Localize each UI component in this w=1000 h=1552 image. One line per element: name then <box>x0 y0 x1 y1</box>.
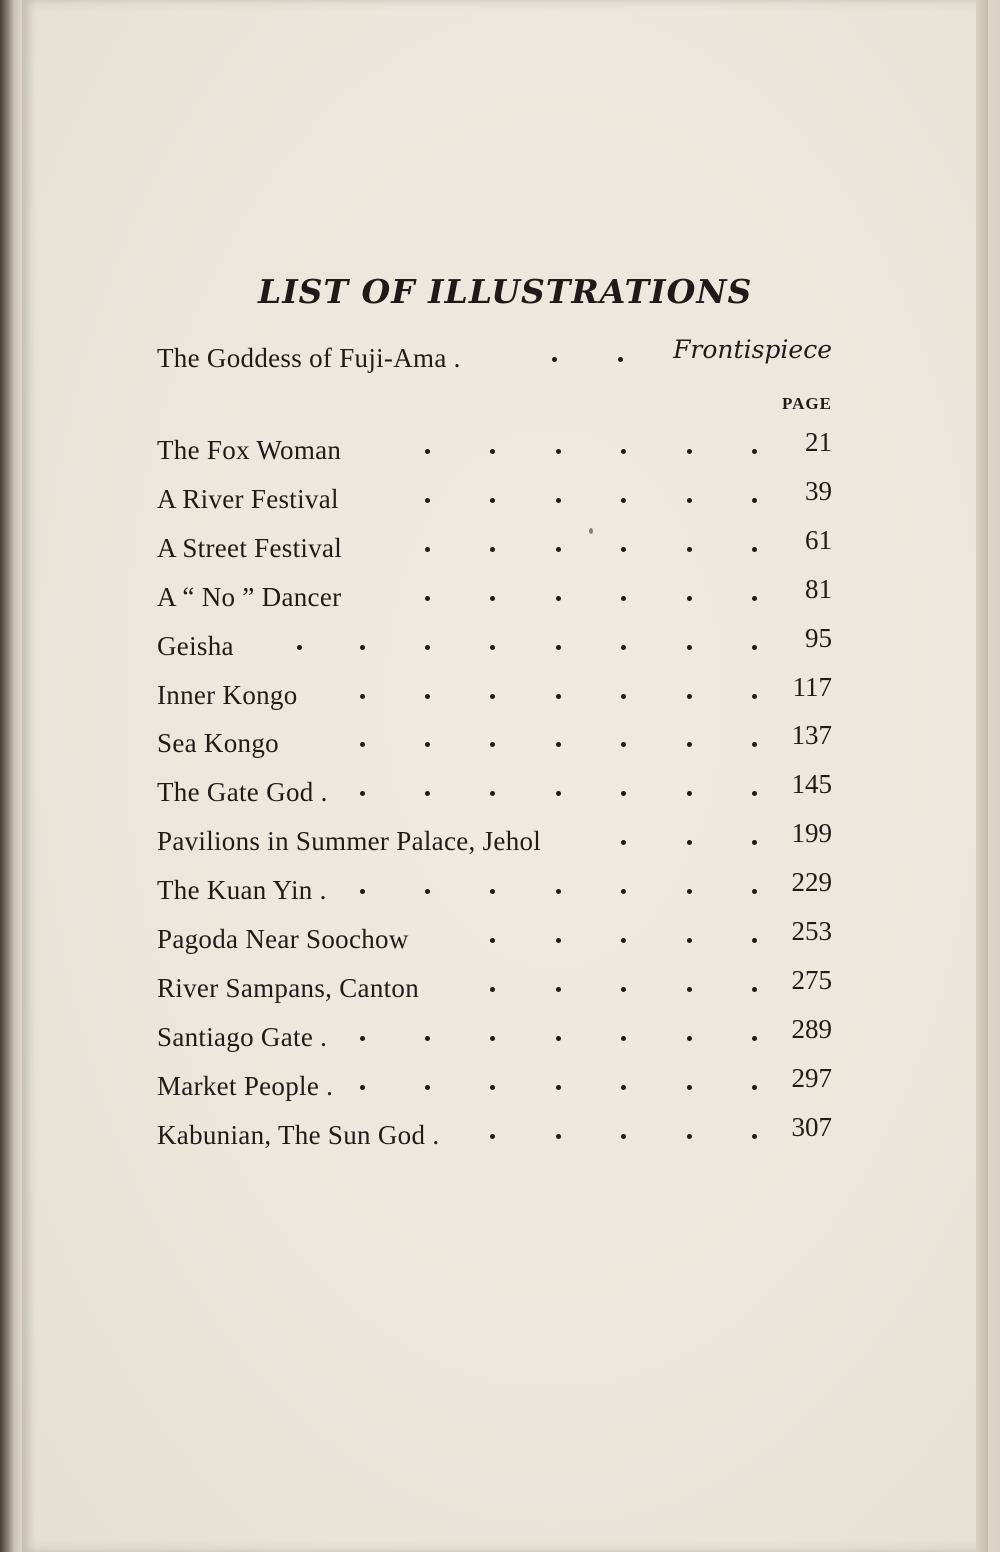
illustration-title: Inner Kongo <box>157 679 298 710</box>
leader-dot <box>752 449 757 454</box>
leader-dot <box>360 645 365 650</box>
page-edge <box>976 0 988 1552</box>
leader-dot <box>621 1134 626 1139</box>
leader-dot <box>425 791 430 796</box>
illustration-title: River Sampans, Canton <box>157 972 420 1003</box>
leader-dot <box>687 889 692 894</box>
leader-dot <box>556 498 561 503</box>
leader-dot <box>490 1134 495 1139</box>
illustration-row <box>157 427 832 473</box>
frontispiece-label: The Goddess of Fuji-Ama . <box>157 343 461 373</box>
paper-speck <box>589 528 593 534</box>
leader-dot <box>618 357 623 362</box>
leader-dot <box>360 889 365 894</box>
illustration-title: Geisha <box>157 630 234 661</box>
leader-dot <box>687 498 692 503</box>
leader-dot <box>687 791 692 796</box>
leader-dot <box>687 987 692 992</box>
leader-dot <box>752 1085 757 1090</box>
leader-dot <box>621 1085 626 1090</box>
leader-dot <box>425 694 430 699</box>
illustration-row <box>157 524 832 571</box>
leader-dot <box>360 694 365 699</box>
leader-dot <box>752 987 757 992</box>
illustration-row <box>157 916 832 962</box>
frontispiece-row <box>157 335 832 381</box>
illustration-title: A Street Festival <box>157 532 343 563</box>
leader-dot <box>360 791 365 796</box>
leader-dot <box>490 547 495 552</box>
page-number: 253 <box>791 916 832 946</box>
leader-dot <box>687 1134 692 1139</box>
illustration-row <box>157 475 832 522</box>
illustration-row <box>157 1111 832 1158</box>
leader-dot <box>425 742 430 747</box>
leader-dot <box>490 596 495 601</box>
illustration-row <box>157 867 832 913</box>
illustration-title: Pagoda Near Soochow <box>157 924 409 954</box>
illustration-row <box>157 818 832 864</box>
leader-dot <box>490 645 495 650</box>
leader-dot <box>556 1085 561 1090</box>
leader-dot <box>752 547 757 552</box>
page-number: 275 <box>791 964 832 995</box>
leader-dot <box>556 1036 561 1041</box>
leader-dot <box>556 596 561 601</box>
illustration-row <box>157 671 832 718</box>
page-number: 307 <box>791 1111 832 1142</box>
frontispiece-placement: Frontispiece <box>673 335 832 364</box>
leader-dot <box>297 645 302 650</box>
illustration-row <box>157 964 832 1011</box>
leader-dot <box>425 1085 430 1090</box>
illustration-row <box>157 573 832 620</box>
page-number: 39 <box>805 475 832 506</box>
illustration-row <box>157 1013 832 1060</box>
leader-dot <box>687 645 692 650</box>
leader-dot <box>621 742 626 747</box>
leader-dot <box>490 791 495 796</box>
leader-dot <box>752 596 757 601</box>
book-page <box>22 0 988 1552</box>
leader-dot <box>425 596 430 601</box>
leader-dot <box>752 742 757 747</box>
leader-dot <box>687 938 692 943</box>
illustration-row <box>157 1062 832 1109</box>
leader-dot <box>556 791 561 796</box>
leader-dot <box>556 742 561 747</box>
leader-dot <box>752 694 757 699</box>
leader-dot <box>687 840 692 845</box>
leader-dot <box>752 889 757 894</box>
page-number: 81 <box>805 573 832 604</box>
leader-dot <box>621 694 626 699</box>
illustration-title: Kabunian, The Sun God . <box>157 1119 440 1150</box>
leader-dot <box>621 987 626 992</box>
page-number: 117 <box>792 671 832 702</box>
illustration-title: Sea Kongo <box>157 728 279 759</box>
leader-dot <box>687 742 692 747</box>
leader-dot <box>752 1134 757 1139</box>
illustration-row <box>157 720 832 766</box>
page-number: 95 <box>805 622 832 653</box>
page-number: 229 <box>791 867 832 898</box>
leader-dot <box>556 547 561 552</box>
leader-dot <box>490 449 495 454</box>
leader-dot <box>687 1085 692 1090</box>
page-number: 137 <box>791 720 832 751</box>
illustration-row <box>157 622 832 669</box>
leader-dot <box>490 694 495 699</box>
leader-dot <box>752 1036 757 1041</box>
leader-dot <box>556 938 561 943</box>
page-number: 21 <box>805 427 832 457</box>
leader-dot <box>425 889 430 894</box>
leader-dot <box>360 742 365 747</box>
leader-dot <box>556 1134 561 1139</box>
leader-dot <box>490 938 495 943</box>
leader-dot <box>687 449 692 454</box>
illustration-title: The Gate God . <box>157 777 328 808</box>
leader-dot <box>425 645 430 650</box>
illustration-title: A River Festival <box>157 483 339 514</box>
illustration-row <box>157 769 832 815</box>
leader-dot <box>621 449 626 454</box>
leader-dot <box>490 742 495 747</box>
leader-dot <box>556 889 561 894</box>
leader-dot <box>490 987 495 992</box>
leader-dot <box>490 498 495 503</box>
leader-dot <box>687 596 692 601</box>
page-number: 61 <box>805 524 832 555</box>
page-title: LIST OF ILLUSTRATIONS <box>258 272 753 311</box>
leader-dot <box>556 449 561 454</box>
leader-dot <box>687 694 692 699</box>
illustration-title: Pavilions in Summer Palace, Jehol <box>157 826 542 857</box>
illustration-title: The Kuan Yin . <box>157 875 327 906</box>
leader-dot <box>490 889 495 894</box>
leader-dot <box>621 938 626 943</box>
leader-dot <box>556 987 561 992</box>
illustration-title: The Fox Woman <box>157 435 342 465</box>
page-number: 289 <box>791 1013 832 1044</box>
leader-dot <box>752 938 757 943</box>
page-column-header: PAGE <box>782 394 832 413</box>
illustration-title: Market People . <box>157 1070 334 1101</box>
page-number: 145 <box>791 769 832 800</box>
page-number: 297 <box>791 1062 832 1093</box>
leader-dot <box>621 791 626 796</box>
leader-dot <box>360 1036 365 1041</box>
leader-dot <box>621 645 626 650</box>
leader-dot <box>621 1036 626 1041</box>
illustration-title: A “ No ” Dancer <box>157 581 342 612</box>
leader-dot <box>425 1036 430 1041</box>
leader-dot <box>490 1085 495 1090</box>
leader-dot <box>425 547 430 552</box>
leader-dot <box>621 840 626 845</box>
leader-dot <box>360 1085 365 1090</box>
leader-dot <box>490 1036 495 1041</box>
page-number: 199 <box>791 818 832 849</box>
leader-dot <box>621 498 626 503</box>
leader-dot <box>425 498 430 503</box>
leader-dot <box>556 694 561 699</box>
leader-dot <box>621 547 626 552</box>
leader-dot <box>752 840 757 845</box>
leader-dot <box>687 547 692 552</box>
leader-dot <box>621 889 626 894</box>
leader-dot <box>621 596 626 601</box>
leader-dot <box>687 1036 692 1041</box>
leader-dot <box>552 357 557 362</box>
leader-dot <box>752 645 757 650</box>
leader-dot <box>752 791 757 796</box>
illustration-title: Santiago Gate . <box>157 1021 328 1052</box>
leader-dot <box>752 498 757 503</box>
leader-dot <box>425 449 430 454</box>
leader-dot <box>556 645 561 650</box>
